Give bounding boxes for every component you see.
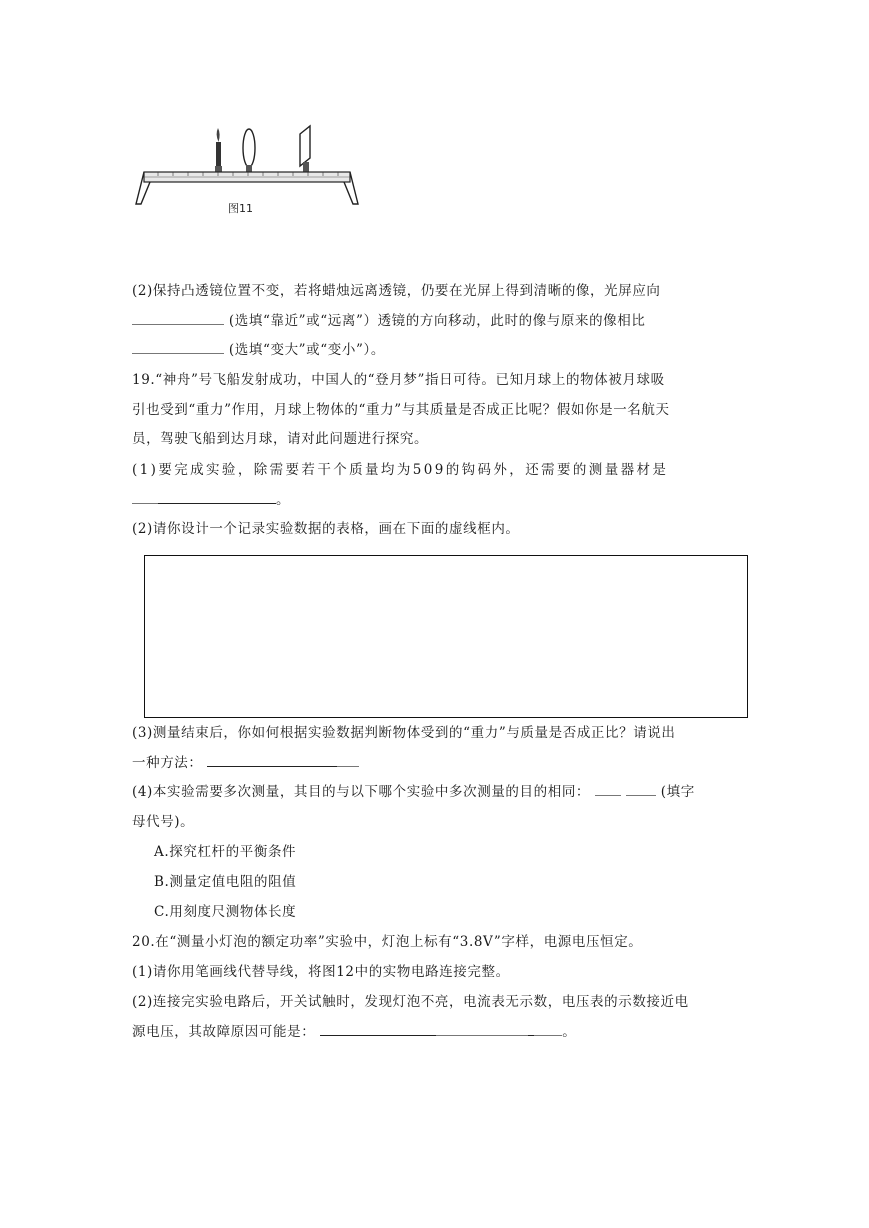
answer-blank[interactable] xyxy=(207,752,337,767)
option-c: C.用刻度尺测物体长度 xyxy=(154,904,297,920)
answer-blank[interactable] xyxy=(337,752,359,767)
figure-caption: 图11 xyxy=(228,202,253,215)
table-design-box[interactable] xyxy=(144,555,748,718)
q18-part2-line3 xyxy=(132,338,385,358)
answer-blank[interactable] xyxy=(626,781,656,796)
q19-part1-end: 。 xyxy=(276,492,291,508)
option-a: A.探究杠杆的平衡条件 xyxy=(154,844,297,860)
answer-blank[interactable] xyxy=(534,1021,562,1036)
option-b: B.测量定值电阻的阻值 xyxy=(154,874,297,890)
q19-part3-line2-text: 一种方法： xyxy=(132,755,203,771)
answer-blank[interactable] xyxy=(320,1021,436,1036)
q19-part2: (2)请你设计一个记录实验数据的表格，画在下面的虚线框内。 xyxy=(132,521,520,537)
q20-part2-end: 。 xyxy=(562,1024,577,1040)
q19-part4-line1 xyxy=(132,780,695,800)
q20-intro: 20.在“测量小灯泡的额定功率”实验中，灯泡上标有“3.8V”字样，电源电压恒定。 xyxy=(132,934,643,950)
q18-part2-line1: (2)保持凸透镜位置不变，若将蜡烛远离透镜，仍要在光屏上得到清晰的像，光屏应向 xyxy=(132,283,661,299)
q19-intro-line3: 员，驾驶飞船到达月球，请对此问题进行探究。 xyxy=(132,431,429,447)
q20-part2-line2 xyxy=(132,1020,576,1040)
q19-intro-line2: 引也受到“重力”作用，月球上物体的“重力”与其质量是否成正比呢？假如你是一名航天 xyxy=(132,402,670,418)
answer-blank[interactable] xyxy=(436,1021,528,1036)
q19-part1-line2 xyxy=(132,488,290,508)
q18-part2-line2-text: (选填“靠近”或“远离”）透镜的方向移动，此时的像与原来的像相比 xyxy=(228,313,646,329)
answer-blank[interactable] xyxy=(132,489,158,504)
q19-part4-line2: 母代号)。 xyxy=(132,814,195,830)
q20-part2-line1: (2)连接完实验电路后，开关试触时，发现灯泡不亮，电流表无示数，电压表的示数接近电 xyxy=(132,994,689,1010)
q20-part1: (1)请你用笔画线代替导线，将图12中的实物电路连接完整。 xyxy=(132,964,510,980)
q18-part2-line3-text: (选填“变大”或“变小”）。 xyxy=(228,342,385,358)
q19-part4-after: (填字 xyxy=(660,784,695,800)
answer-blank[interactable] xyxy=(158,489,276,504)
answer-blank[interactable] xyxy=(132,339,224,354)
optical-bench-figure xyxy=(128,120,368,220)
q19-part1-line1: (1)要完成实验，除需要若干个质量均为509的钩码外，还需要的测量器材是 xyxy=(132,462,669,478)
answer-blank[interactable] xyxy=(132,310,224,325)
q19-part4-line1-text: (4)本实验需要多次测量，其目的与以下哪个实验中多次测量的目的相同： xyxy=(132,784,591,800)
q19-intro-line1: 19.“神舟”号飞船发射成功，中国人的“登月梦”指日可待。已知月球上的物体被月球吸 xyxy=(132,372,665,388)
q19-part3-line1: (3)测量结束后，你如何根据实验数据判断物体受到的“重力”与质量是否成正比？请说出 xyxy=(132,725,676,741)
q19-part3-line2 xyxy=(132,751,359,771)
answer-blank[interactable] xyxy=(595,781,621,796)
q20-part2-line2-text: 源电压，其故障原因可能是： xyxy=(132,1024,316,1040)
q18-part2-line2 xyxy=(132,309,645,329)
